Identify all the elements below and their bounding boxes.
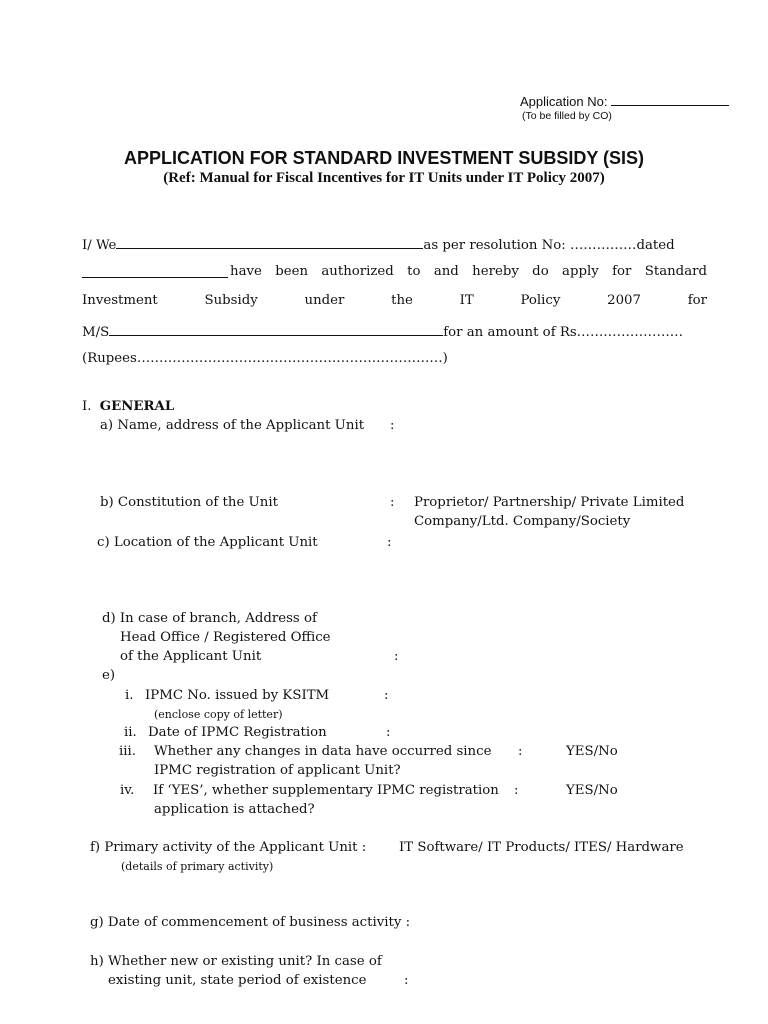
date-blank[interactable] xyxy=(82,264,228,278)
item-h-colon: : xyxy=(404,973,409,988)
item-e-iii-number: iii. xyxy=(119,744,136,759)
item-e-ii-colon: : xyxy=(386,725,391,740)
page-title: APPLICATION FOR STANDARD INVESTMENT SUBSIDY (SIS) xyxy=(123,148,645,168)
item-e-iv-line-2: application is attached? xyxy=(154,802,315,817)
item-e-i-number: i. xyxy=(125,688,134,703)
item-f-value: IT Software/ IT Products/ ITES/ Hardware xyxy=(399,840,684,855)
item-e-iii-line-1: Whether any changes in data have occurred since xyxy=(154,744,492,759)
application-no-label: Application No: xyxy=(520,94,608,109)
page-subtitle: (Ref: Manual for Fiscal Incentives for IT Units under IT Policy 2007) xyxy=(163,170,605,186)
item-d-line-1: d) In case of branch, Address of xyxy=(102,611,317,626)
item-e-iv-line-1: If ‘YES’, whether supplementary IPMC registration xyxy=(153,783,499,798)
item-f-label: f) Primary activity of the Applicant Unit : xyxy=(90,840,367,855)
item-e-iii-colon: : xyxy=(518,744,523,759)
declaration-line-1: I/ We as per resolution No: ……………dated xyxy=(82,235,675,253)
item-e-i-label: IPMC No. issued by KSITM xyxy=(145,688,330,703)
applicant-name-blank[interactable] xyxy=(116,235,423,249)
item-e-iv-value: YES/No xyxy=(566,783,618,798)
item-a-label: a) Name, address of the Applicant Unit xyxy=(100,418,365,433)
declaration-line-5: (Rupees……………………………………………………………) xyxy=(82,351,448,366)
application-no-blank[interactable] xyxy=(611,92,729,106)
item-e-ii-label: Date of IPMC Registration xyxy=(148,725,327,740)
item-c-label: c) Location of the Applicant Unit xyxy=(97,535,318,550)
item-b-label: b) Constitution of the Unit xyxy=(100,495,278,510)
item-e-i-colon: : xyxy=(384,688,389,703)
item-d-colon: : xyxy=(394,649,399,664)
item-g-label: g) Date of commencement of business activity : xyxy=(90,915,411,930)
application-no-field xyxy=(520,92,729,109)
item-h-line-2: existing unit, state period of existence xyxy=(108,973,367,988)
item-e-ii-number: ii. xyxy=(124,725,137,740)
company-name-blank[interactable] xyxy=(109,322,443,336)
item-e-i-note: (enclose copy of letter) xyxy=(154,708,283,721)
item-b-value-2: Company/Ltd. Company/Society xyxy=(414,514,631,529)
filled-by-note: (To be filled by CO) xyxy=(522,110,612,122)
item-c-colon: : xyxy=(387,535,392,550)
item-e-label: e) xyxy=(102,668,116,683)
declaration-line-4: M/S for an amount of Rs…………………… xyxy=(82,322,683,340)
item-d-line-2: Head Office / Registered Office xyxy=(120,630,331,645)
item-e-iii-line-2: IPMC registration of applicant Unit? xyxy=(154,763,401,778)
section-heading: I. GENERAL xyxy=(82,399,175,414)
item-a-colon: : xyxy=(390,418,395,433)
item-f-note: (details of primary activity) xyxy=(121,860,274,873)
declaration-line-3: Investment Subsidy under the IT Policy 2007 for xyxy=(82,293,707,308)
item-e-iii-value: YES/No xyxy=(566,744,618,759)
item-b-colon: : xyxy=(390,495,395,510)
item-h-line-1: h) Whether new or existing unit? In case of xyxy=(90,954,382,969)
item-d-line-3: of the Applicant Unit xyxy=(120,649,262,664)
item-e-iv-number: iv. xyxy=(120,783,135,798)
declaration-line-2: have been authorized to and hereby do apply for Standard xyxy=(82,264,707,279)
item-b-value-1: Proprietor/ Partnership/ Private Limited xyxy=(414,495,685,510)
item-e-iv-colon: : xyxy=(514,783,519,798)
